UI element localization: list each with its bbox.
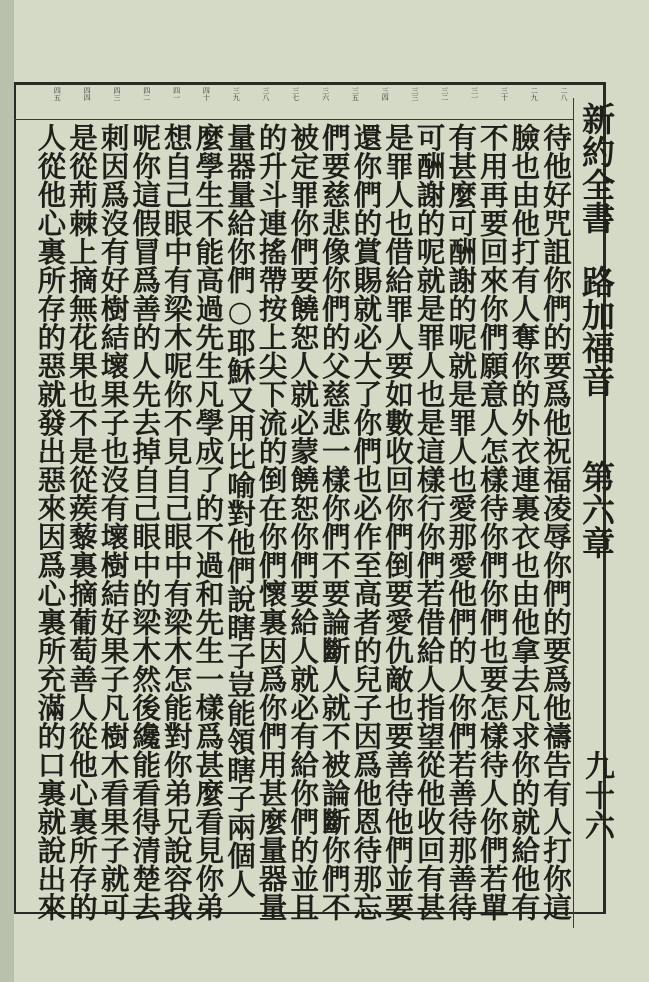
text-column: 可酬謝的呢就是罪人也是這樣行你們若借給人指望從他收回有甚 — [412, 123, 447, 921]
verse-reference: 三二 — [440, 87, 449, 101]
text-column: 不用再要回來你們願意人怎樣待你們你們也要怎樣待人你們若單 — [475, 123, 510, 921]
verse-reference: 三十 — [500, 87, 509, 101]
verse-reference: 四三 — [113, 87, 121, 101]
text-column: 麼學生不能高過先生凡學成了的不過和先生一樣爲甚麼看見你弟 — [191, 123, 226, 921]
text-column: 呢你這假冒爲善的人先去掉自己眼中的梁木然後纔能看得清楚去 — [128, 123, 163, 921]
verse-reference: 三九 — [232, 87, 241, 101]
text-column: 被定罪你們要饒恕人就必蒙饒恕你們要給人就必有給你們的並且 — [286, 123, 321, 921]
text-column: 有甚麼可酬謝的呢就是罪人也愛那愛他們的人你們若善待那善待 — [444, 123, 479, 921]
text-column: 量器量給你們○耶穌又用比喻對他們說瞎子豈能領瞎子兩個人 — [223, 123, 257, 898]
text-column: 人從他心裏所存的惡就發出惡來因爲心裏所充滿的口裏就說出來 — [33, 123, 68, 921]
verse-reference: 四五 — [53, 87, 62, 101]
verse-reference: 四十 — [202, 87, 211, 101]
verse-reference: 三五 — [351, 87, 360, 101]
verse-reference: 四四 — [83, 87, 92, 101]
verse-reference: 三七 — [291, 87, 300, 101]
text-column: 是罪人也借給罪人要如數收回你們倒要愛仇敵也要善待他們並要 — [381, 123, 415, 921]
verse-reference: 三一 — [470, 87, 479, 101]
verse-reference: 三八 — [262, 87, 270, 101]
gospel-title: 路加福音 — [577, 265, 616, 397]
page-number: 九十六 — [579, 750, 614, 840]
verse-reference: 三三 — [411, 87, 419, 101]
verse-reference: 四一 — [172, 87, 181, 101]
verse-reference: 二八 — [560, 87, 568, 101]
text-column: 是從荊棘上摘無花果也不是從蒺藜裏摘葡萄善人從他心裏所存的 — [65, 123, 99, 921]
chapter-title: 第六章 — [577, 460, 616, 559]
text-column: 們要慈悲像你們的父慈悲一樣你們不要論斷人就不被論斷你們不 — [317, 123, 352, 921]
text-column: 還你們的賞賜就必大了你們也必作至高者的兒子因爲他恩待那忘 — [349, 123, 384, 921]
text-column: 想自己眼中有梁木呢你不見自己眼中有梁木怎能對你弟兄說容我 — [159, 123, 194, 921]
page-gutter — [0, 0, 14, 982]
verse-reference: 三四 — [381, 87, 390, 101]
text-column: 的升斗連搖帶按上尖下流的倒在你們懷裏因爲你們用甚麼量器量 — [254, 123, 289, 921]
verse-reference: 四二 — [142, 87, 151, 101]
verse-reference: 三六 — [321, 87, 330, 101]
book-title: 新約全書 — [577, 102, 616, 234]
text-column: 臉也由他打有人奪你的外衣連裏衣也由他拿去凡求你的就給他有 — [507, 123, 542, 921]
verse-reference: 二九 — [530, 87, 539, 101]
text-column: 刺因爲沒有好樹結壞果子也沒有壞樹結好果子凡樹木看果子就可 — [96, 123, 131, 921]
text-column: 待他好咒詛你們的要爲他祝福凌辱你們的要爲他禱告有人打你這 — [539, 123, 573, 921]
